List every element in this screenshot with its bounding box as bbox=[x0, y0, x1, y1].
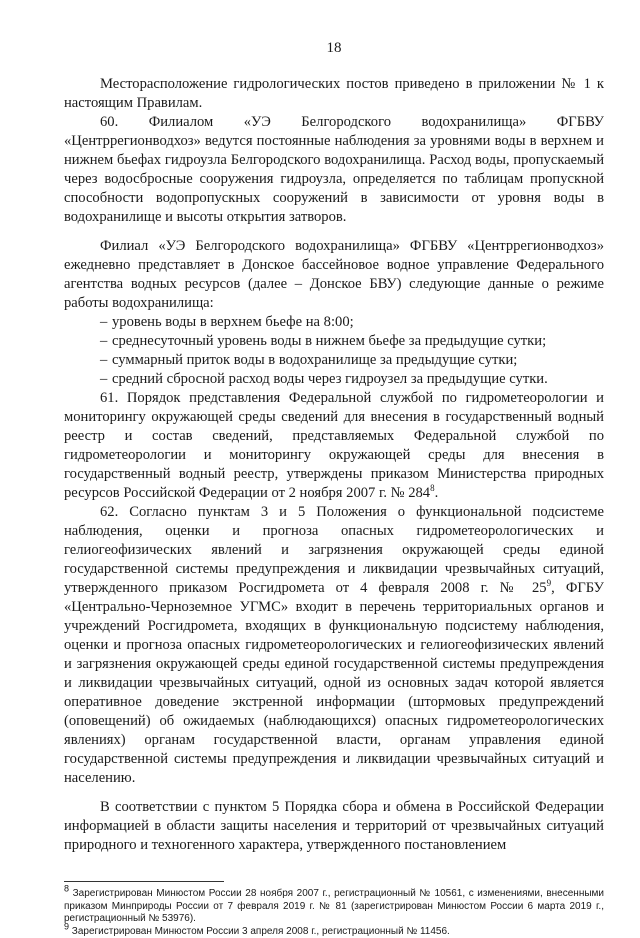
page-number: 18 bbox=[64, 40, 604, 57]
paragraph-location: Месторасположение гидрологических постов приведено в приложении № 1 к настоящим Правилам. bbox=[64, 75, 604, 113]
footnote-ref-8: 8 bbox=[430, 483, 435, 493]
paragraph-last: В соответствии с пунктом 5 Порядка сбора и обмена в Российской Федерации информацией в области защиты населения и территорий от чрезвычайных ситуаций природного и техногенного характера, утвержденного постановлением bbox=[64, 798, 604, 855]
body-text bbox=[64, 75, 604, 855]
list-item bbox=[64, 351, 604, 370]
footnote-mark: 9 bbox=[64, 921, 69, 931]
paragraph-62-text-b: , ФГБУ «Центрально-Черноземное УГМС» входит в перечень территориальных органов и учреждений Росгидромета, входящих в функциональную подсистему наблюдения, оценки и прогноза опасных гидрометеорологических и гелиогеофизических явлений и загрязнения окружающей среды единой государственной системы предупреждения и ликвидации чрезвычайных ситуаций, одной из основных задач которой является оперативное доведение экстренной информации (штормовых предупреждений (оповещений) об ожидаемых (наблюдающихся) опасных гидрометеорологических явлениях) органам государственной власти, органам управления единой государственной системы предупреждения и ликвидации чрезвычайных ситуаций и населению. bbox=[64, 580, 604, 786]
paragraph-62-text-a: 62. Согласно пунктам 3 и 5 Положения о функциональной подсистеме наблюдения, оценки и прогноза опасных гидрометеорологических и гелиогеофизических явлений и загрязнения окружающей среды единой государственной системы предупреждения и ликвидации чрезвычайных ситуаций, утвержденного приказом Росгидромета от 4 февраля 2008 г. № 25 bbox=[64, 504, 604, 596]
list-dash: – bbox=[100, 313, 107, 332]
footnotes bbox=[64, 888, 604, 938]
list-item-text: среднесуточный уровень воды в нижнем бьефе за предыдущие сутки; bbox=[112, 333, 546, 349]
list-item bbox=[64, 370, 604, 389]
list-item bbox=[64, 332, 604, 351]
list-item-text: уровень воды в верхнем бьефе на 8:00; bbox=[112, 314, 354, 330]
paragraph-61-end: . bbox=[435, 485, 439, 501]
reporting-data-list bbox=[64, 313, 604, 389]
footnote-divider bbox=[64, 881, 224, 882]
list-dash: – bbox=[100, 370, 107, 389]
footnote-ref-9: 9 bbox=[547, 578, 552, 588]
list-item-text: средний сбросной расход воды через гидроузел за предыдущие сутки. bbox=[112, 371, 548, 387]
paragraph-filial: Филиал «УЭ Белгородского водохранилища» ФГБВУ «Центррегионводхоз» ежедневно представляет в Донское бассейновое водное управление Федерального агентства водных ресурсов (далее – Донское БВУ) следующие данные о режиме работы водохранилища: bbox=[64, 237, 604, 313]
footnote-9 bbox=[64, 926, 604, 938]
list-dash: – bbox=[100, 332, 107, 351]
list-dash: – bbox=[100, 351, 107, 370]
paragraph-62 bbox=[64, 503, 604, 788]
list-item-text: суммарный приток воды в водохранилище за предыдущие сутки; bbox=[112, 352, 517, 368]
footnote-8 bbox=[64, 888, 604, 926]
paragraph-61-text: 61. Порядок представления Федеральной службой по гидрометеорологии и мониторингу окружающей среды сведений для внесения в государственный водный реестр и состав сведений, представляемых Федеральной службой по гидрометеорологии и мониторингу окружающей среды для внесения в государственный водный реестр, утверждены приказом Министерства природных ресурсов Российской Федерации от 2 ноября 2007 г. № 284 bbox=[64, 390, 604, 501]
footnote-text: Зарегистрирован Минюстом России 3 апреля 2008 г., регистрационный № 11456. bbox=[69, 926, 450, 937]
paragraph-60: 60. Филиалом «УЭ Белгородского водохранилища» ФГБВУ «Центррегионводхоз» ведутся постоянные наблюдения за уровнями воды в верхнем и нижнем бьефах гидроузла Белгородского водохранилища. Расход воды, пропускаемый через водосбросные сооружения гидроузла, определяется по таблицам пропускной способности водопропускных сооружений в зависимости от уровня воды в водохранилище и высоты открытия затворов. bbox=[64, 113, 604, 227]
footnote-mark: 8 bbox=[64, 884, 69, 894]
footnote-text: Зарегистрирован Минюстом России 28 ноября 2007 г., регистрационный № 10561, с изменениями, внесенными приказом Минприроды России от 7 февраля 2019 г. № 81 (зарегистрирован Минюстом России 6 марта 2019 г., регистрационный № 53976). bbox=[64, 888, 604, 924]
paragraph-61 bbox=[64, 389, 604, 503]
list-item bbox=[64, 313, 604, 332]
